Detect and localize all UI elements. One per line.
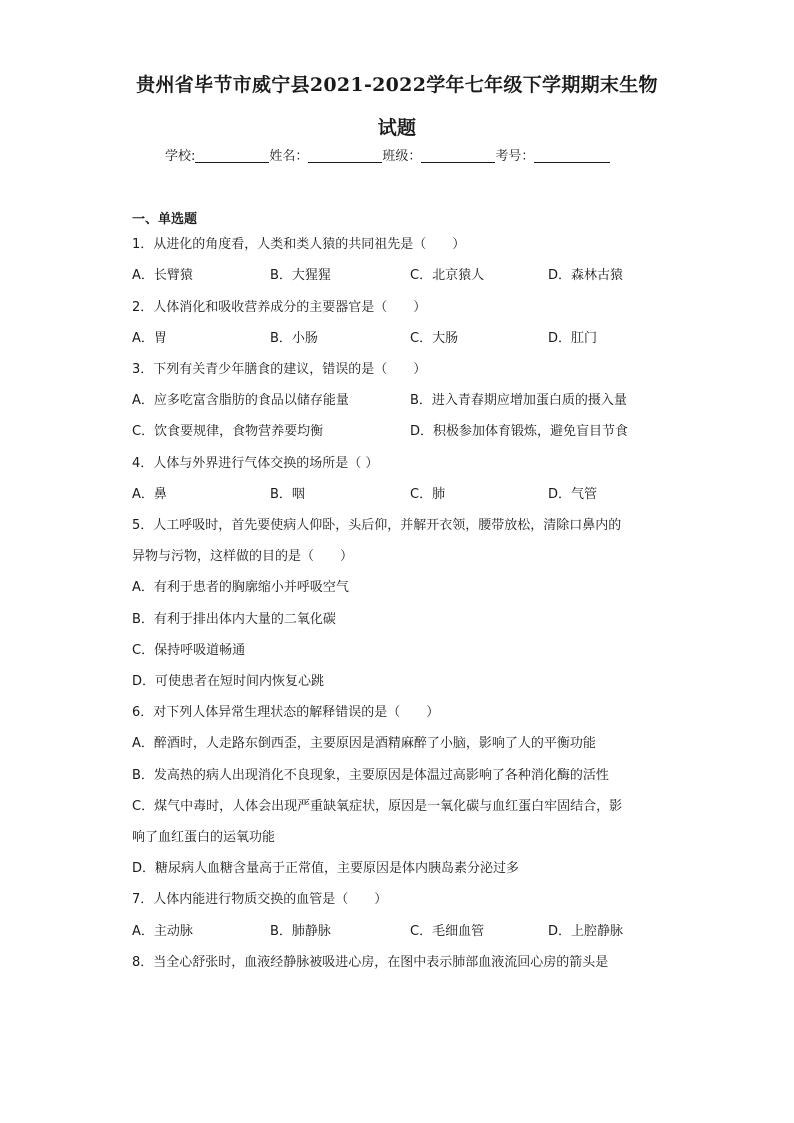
q6-option-a: A．醉酒时，人走路东倒西歪，主要原因是酒精麻醉了小脑，影响了人的平衡功能 bbox=[132, 736, 596, 751]
exam-title-line2: 试题 bbox=[377, 117, 417, 139]
name-blank bbox=[308, 148, 382, 163]
exam-number-label: 考号： bbox=[495, 149, 535, 164]
q6-option-c-line1: C．煤气中毒时，人体会出现严重缺氧症状，原因是一氧化碳与血红蛋白牢固结合，影 bbox=[132, 799, 623, 814]
question-7-stem: 7．人体内能进行物质交换的血管是（ ） bbox=[132, 892, 388, 907]
question-4-stem: 4．人体与外界进行气体交换的场所是（ ） bbox=[132, 456, 379, 471]
name-label: 姓名： bbox=[269, 149, 309, 164]
class-blank bbox=[421, 148, 495, 163]
q6-option-b: B．发高热的病人出现消化不良现象，主要原因是体温过高影响了各种消化酶的活性 bbox=[132, 768, 609, 783]
exam-title-line1: 贵州省毕节市威宁县2021-2022学年七年级下学期期末生物 bbox=[136, 74, 658, 96]
q4-option-b: B．咽 bbox=[270, 487, 305, 502]
q2-option-a: A．胃 bbox=[132, 331, 167, 346]
q2-option-c: C．大肠 bbox=[410, 331, 459, 346]
q6-option-c-line2: 响了血红蛋白的运氧功能 bbox=[132, 830, 276, 845]
exam-number-blank bbox=[534, 148, 610, 163]
q7-option-d: D．上腔静脉 bbox=[548, 924, 624, 939]
question-5-stem-line2: 异物与污物，这样做的目的是（ ） bbox=[132, 549, 354, 564]
q5-option-b: B．有利于排出体内大量的二氧化碳 bbox=[132, 612, 336, 627]
q7-option-c: C．毛细血管 bbox=[410, 924, 485, 939]
question-3-stem: 3．下列有关青少年膳食的建议，错误的是（ ） bbox=[132, 362, 427, 377]
q3-option-c: C．饮食要规律，食物营养要均衡 bbox=[132, 424, 324, 439]
class-label: 班级： bbox=[382, 149, 422, 164]
q6-option-d: D．糖尿病人血糖含量高于正常值，主要原因是体内胰岛素分泌过多 bbox=[132, 861, 520, 876]
q4-option-d: D．气管 bbox=[548, 487, 598, 502]
q3-option-b: B．进入青春期应增加蛋白质的摄入量 bbox=[410, 393, 627, 408]
q5-option-d: D．可使患者在短时间内恢复心跳 bbox=[132, 674, 325, 689]
q4-option-a: A．鼻 bbox=[132, 487, 167, 502]
question-6-stem: 6．对下列人体异常生理状态的解释错误的是（ ） bbox=[132, 705, 440, 720]
q2-option-b: B．小肠 bbox=[270, 331, 318, 346]
school-label: 学校: bbox=[165, 149, 196, 164]
q5-option-c: C．保持呼吸道畅通 bbox=[132, 643, 246, 658]
student-info-row bbox=[165, 145, 610, 164]
q7-option-a: A．主动脉 bbox=[132, 924, 193, 939]
question-2-stem: 2．人体消化和吸收营养成分的主要器官是（ ） bbox=[132, 300, 427, 315]
q7-option-b: B．肺静脉 bbox=[270, 924, 331, 939]
q1-option-d: D．森林古猿 bbox=[548, 268, 624, 283]
q3-option-d: D．积极参加体育锻炼，避免盲目节食 bbox=[410, 424, 629, 439]
q2-option-d: D．肛门 bbox=[548, 331, 598, 346]
q5-option-a: A．有利于患者的胸廓缩小并呼吸空气 bbox=[132, 580, 349, 595]
q3-option-a: A．应多吃富含脂肪的食品以储存能量 bbox=[132, 393, 349, 408]
question-8-stem: 8．当全心舒张时，血液经静脉被吸进心房，在图中表示肺部血液流回心房的箭头是 bbox=[132, 955, 609, 970]
q1-option-c: C．北京猿人 bbox=[410, 268, 485, 283]
q1-option-a: A．长臂猿 bbox=[132, 268, 193, 283]
q4-option-c: C．肺 bbox=[410, 487, 446, 502]
question-1-stem: 1．从进化的角度看，人类和类人猿的共同祖先是（ ） bbox=[132, 237, 466, 252]
question-5-stem-line1: 5．人工呼吸时，首先要使病人仰卧，头后仰，并解开衣领，腰带放松，清除口鼻内的 bbox=[132, 518, 622, 533]
section-heading: 一、单选题 bbox=[132, 212, 198, 227]
school-blank bbox=[195, 148, 269, 163]
q1-option-b: B．大猩猩 bbox=[270, 268, 331, 283]
